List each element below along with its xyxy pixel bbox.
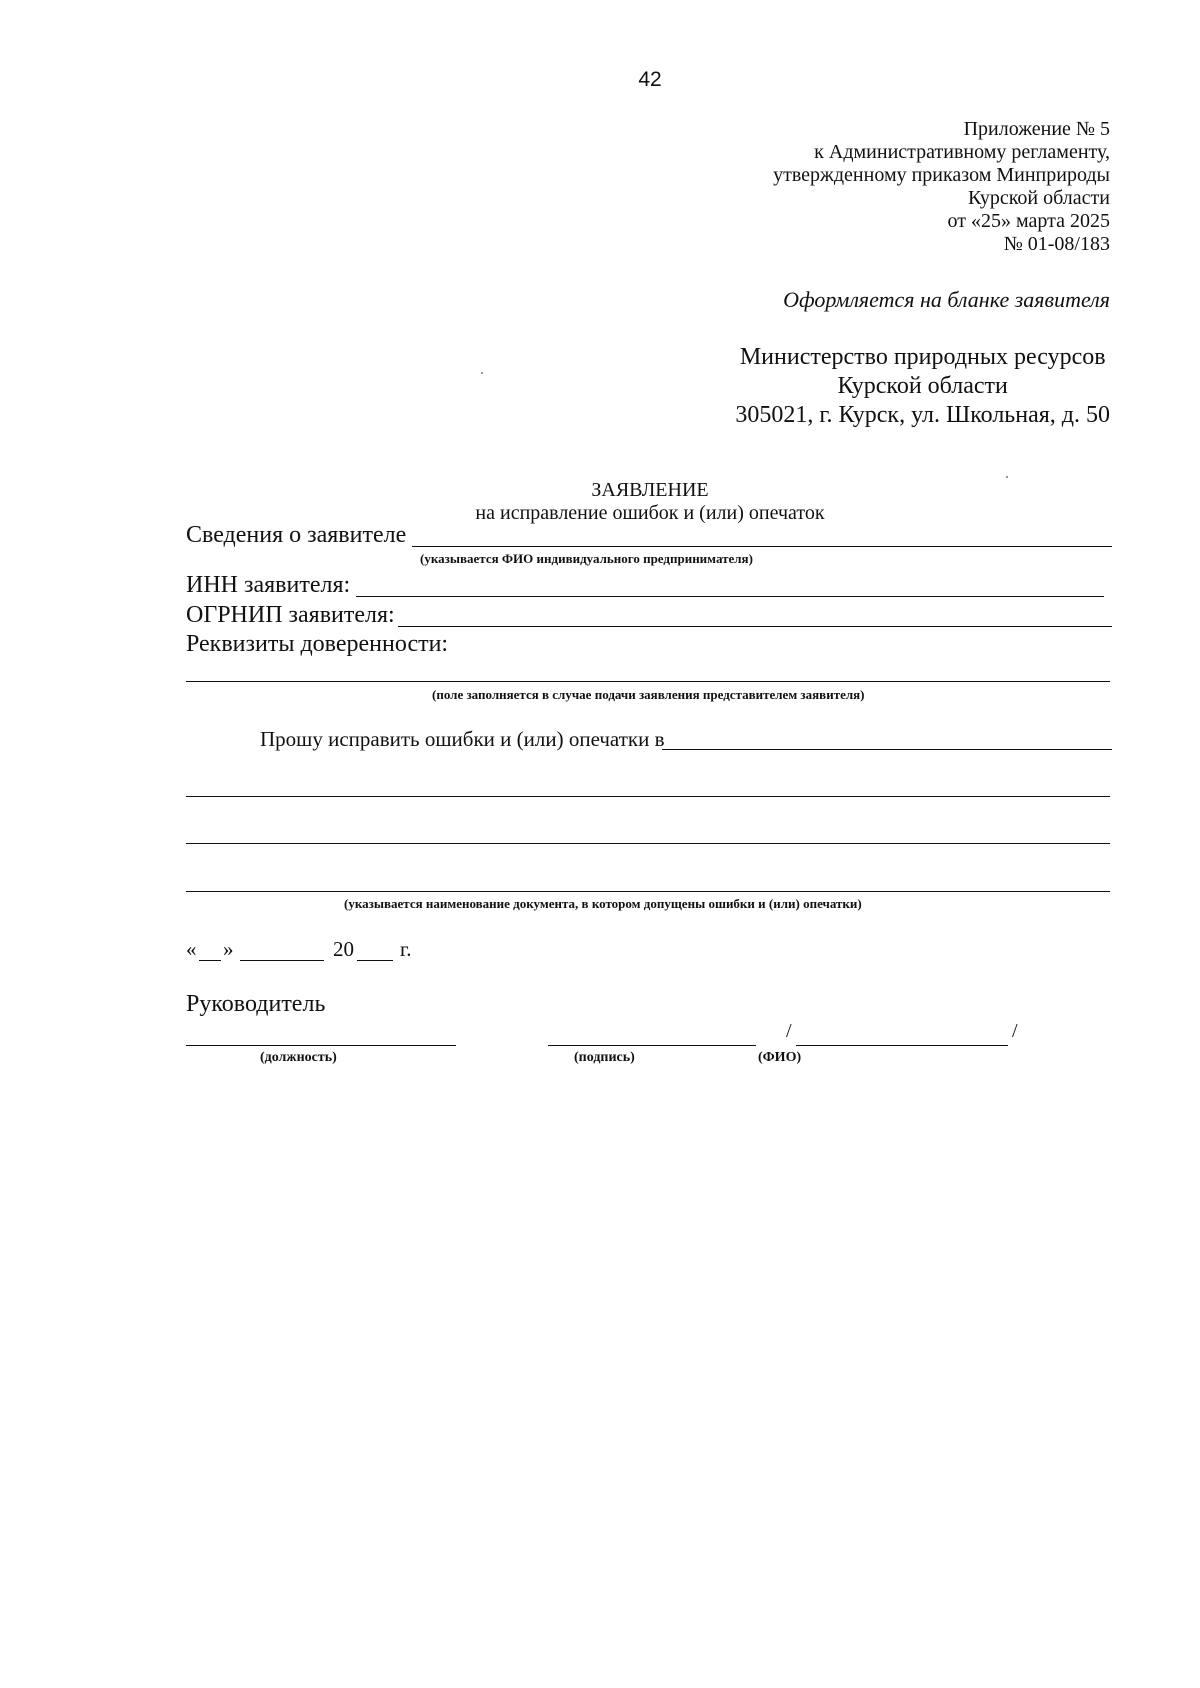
document-title xyxy=(0,479,1200,525)
appendix-line-2: к Административному регламенту, xyxy=(814,141,1110,163)
addressee-line-3: 305021, г. Курск, ул. Школьная, д. 50 xyxy=(735,402,1110,428)
fio-slash-right: / xyxy=(1012,1020,1018,1042)
appendix-line-3: утвержденному приказом Минприроды xyxy=(773,164,1110,186)
appendix-line-1: Приложение № 5 xyxy=(963,118,1110,140)
position-hint: (должность) xyxy=(260,1050,337,1065)
blank-note: Оформляется на бланке заявителя xyxy=(783,287,1110,312)
inn-input-line[interactable] xyxy=(356,596,1104,597)
poa-label: Реквизиты доверенности: xyxy=(186,631,449,657)
applicant-input-line[interactable] xyxy=(412,546,1112,547)
signature-hint: (подпись) xyxy=(574,1050,635,1065)
poa-input-line[interactable] xyxy=(186,681,1110,682)
request-input-line-2[interactable] xyxy=(186,796,1110,797)
addressee-line-1: Министерство природных ресурсов xyxy=(739,344,1106,370)
request-input-line-4[interactable] xyxy=(186,891,1110,892)
addressee-line-2: Курской области xyxy=(837,373,1008,399)
ogrnip-input-line[interactable] xyxy=(398,626,1112,627)
ogrnip-label: ОГРНИП заявителя: xyxy=(186,602,395,628)
date-open-quote: « xyxy=(186,937,197,961)
page-number: 42 xyxy=(638,68,662,91)
title-main: ЗАЯВЛЕНИЕ xyxy=(591,479,709,501)
request-hint: (указывается наименование документа, в котором допущены ошибки и (или) опечатки) xyxy=(344,896,862,911)
date-day-line[interactable] xyxy=(199,960,221,961)
request-input-line-1[interactable] xyxy=(662,749,1112,750)
date-month-line[interactable] xyxy=(240,960,324,961)
request-text: Прошу исправить ошибки и (или) опечатки в xyxy=(260,727,665,751)
fio-input-line[interactable] xyxy=(796,1045,1008,1046)
applicant-label: Сведения о заявителе xyxy=(186,522,407,548)
date-close-quote: » xyxy=(223,937,234,961)
addressee-block xyxy=(735,343,1110,430)
title-sub: на исправление ошибок и (или) опечаток xyxy=(475,502,825,524)
signature-input-line[interactable] xyxy=(548,1045,756,1046)
head-label: Руководитель xyxy=(186,991,326,1017)
date-year-suffix: г. xyxy=(400,937,412,961)
appendix-line-5: от «25» марта 2025 xyxy=(947,210,1110,232)
applicant-hint: (указывается ФИО индивидуального предпринимателя) xyxy=(420,551,753,566)
appendix-line-6: № 01-08/183 xyxy=(1003,233,1110,255)
date-year-line[interactable] xyxy=(357,960,393,961)
fio-hint: (ФИО) xyxy=(758,1050,802,1065)
inn-label: ИНН заявителя: xyxy=(186,572,351,598)
appendix-header xyxy=(773,118,1110,256)
request-input-line-3[interactable] xyxy=(186,843,1110,844)
scan-speck xyxy=(481,372,483,374)
appendix-line-4: Курской области xyxy=(968,187,1110,209)
position-input-line[interactable] xyxy=(186,1045,456,1046)
date-year-prefix: 20 xyxy=(333,937,354,961)
poa-hint: (поле заполняется в случае подачи заявления представителем заявителя) xyxy=(432,687,865,702)
fio-slash-left: / xyxy=(786,1020,792,1042)
scan-speck xyxy=(1006,476,1008,478)
